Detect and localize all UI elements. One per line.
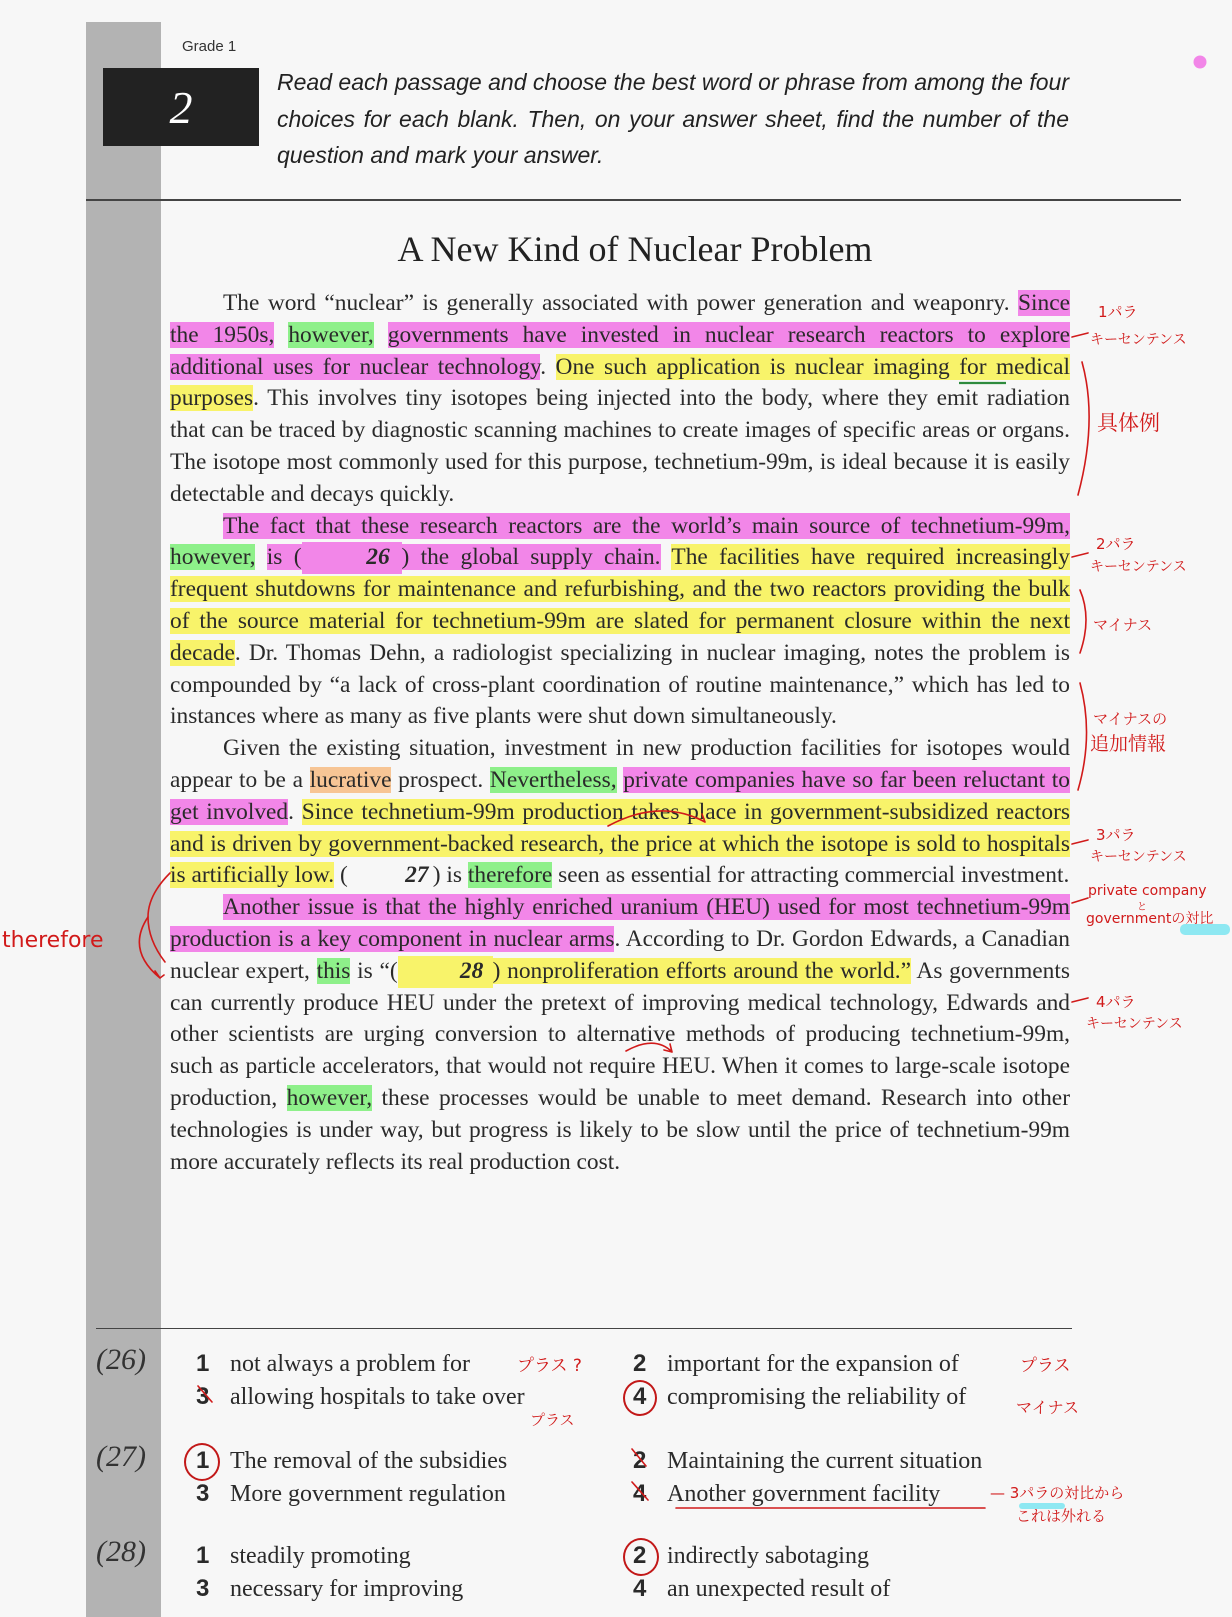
- passage-title: A New Kind of Nuclear Problem: [397, 229, 873, 269]
- option-number: 3: [196, 1480, 210, 1507]
- annotation-q27-4: これは外れる: [1016, 1507, 1107, 1525]
- highlight-quote: ) nonproliferation efforts around the world.”: [492, 957, 911, 984]
- highlight-connector: however,: [288, 321, 374, 348]
- highlight-key-sentence: Since the 1950s,: [170, 290, 1070, 348]
- blank-28: 28: [398, 956, 493, 988]
- strike-mark: [198, 1386, 212, 1402]
- pink-dot: [1194, 56, 1207, 69]
- blank-26: 26: [302, 542, 402, 574]
- option-number: 2: [633, 1447, 647, 1474]
- text-run: ) is: [432, 862, 463, 889]
- annotation-pointer: [1072, 898, 1088, 903]
- highlight-contrast: Since technetium-99m production takes place in government-subsidized reactors and is driven by government-backed research, the price at which the isotope is sold to hospitals is artificially low.: [170, 798, 1070, 889]
- highlight-key-sentence: ) the global supply chain.: [401, 544, 661, 571]
- highlight-connector: however,: [286, 1084, 373, 1111]
- annotation-key-sentence: キーセンテンス: [1086, 1016, 1183, 1032]
- text-run: The word “nuclear” is generally associated with power generation and weaponry.: [223, 290, 1010, 316]
- annotation-key-sentence: キーセンテンス: [1090, 559, 1187, 575]
- annotation-example: 具体例: [1097, 411, 1160, 435]
- highlight-key-sentence: The fact that these research reactors are the world’s main source of technetium-99m,: [223, 512, 1070, 539]
- text-run: these processes would be unable to meet demand. Research into other technologies is under way, but progress is likely to be slow until the price of technetium-99m more accurately reflects its real production cost.: [170, 1084, 1070, 1175]
- highlight-key-sentence: governments have invested in nuclear research reactors to explore additional uses for nuclear technology: [170, 321, 1070, 380]
- grade-label: Grade 1: [182, 38, 237, 55]
- option-text: compromising the reliability of: [667, 1384, 967, 1410]
- annotation-q26-3: プラス: [530, 1411, 575, 1429]
- annotation-pointer: [1072, 333, 1088, 337]
- option-text: not always a problem for: [230, 1351, 470, 1377]
- strike-mark: [632, 1482, 648, 1500]
- option-number: 3: [196, 1575, 210, 1602]
- annotation-private-company: private company: [1088, 883, 1207, 899]
- annotation-key-sentence: キーセンテンス: [1090, 849, 1187, 865]
- strike-mark: [632, 1449, 646, 1466]
- annotation-p4: 4パラ: [1096, 993, 1136, 1011]
- annotation-p2: 2パラ: [1096, 535, 1136, 553]
- annotation-bracket: [1078, 362, 1089, 495]
- text-run: prospect.: [398, 766, 484, 793]
- option-text: allowing hospitals to take over: [230, 1384, 525, 1410]
- text-run: As governments can currently produce HEU under the pretext of improving medical technology, Edwards and other scientists are urging conversion to alternative methods of producing technetium-99m, such as particle accelerators, that would not require HEU. When it comes to large-scale isotope production,: [170, 957, 1070, 1111]
- instructions: Read each passage and choose the best word or phrase from among the four choices for each blank. Then, on your answer sheet, find the number of the question and mark your answer.: [277, 69, 1069, 168]
- annotation-pointer: [1072, 553, 1088, 557]
- annotation-q26-4: マイナス: [1016, 1398, 1080, 1417]
- option-text: Maintaining the current situation: [667, 1448, 983, 1474]
- annotation-q26-1: プラス ?: [517, 1356, 582, 1376]
- option-text: an unexpected result of: [667, 1576, 891, 1602]
- highlight-connector: however,: [170, 544, 256, 571]
- text-run: (: [339, 862, 348, 889]
- annotation-q26-2: プラス: [1020, 1356, 1071, 1376]
- option-number: 4: [633, 1480, 647, 1507]
- option-number: 1: [196, 1542, 210, 1569]
- section-number-box: 2: [103, 68, 259, 146]
- annotation-key-sentence: キーセンテンス: [1090, 332, 1187, 348]
- highlight-key-sentence: Another issue is that the highly enriched uranium (HEU) used for most technetium-99m production is a key component in nuclear arms: [170, 894, 1070, 952]
- text-run: is “(: [357, 957, 398, 984]
- highlight-connector: Nevertheless,: [489, 766, 617, 793]
- text-run: Given the existing situation, investment in new production facilities for isotopes would appear to be a: [170, 735, 1070, 793]
- arrow-investment: [608, 811, 705, 826]
- option-number: 4: [633, 1575, 647, 1602]
- highlight-key-sentence: private companies have so far been reluctant to get involved: [170, 766, 1070, 825]
- annotation-bracket: [1080, 590, 1086, 653]
- option-text: The removal of the subsidies: [230, 1448, 508, 1474]
- annotation-bracket: [1078, 683, 1087, 790]
- highlight-example: One such application is nuclear imaging for medical purposes: [170, 353, 1070, 412]
- text-run: . This involves tiny isotopes being injected into the body, where they emit radiation that can be traced by diagnostic scanning machines to create images of specific areas or organs. The isotope most commonly used for this purpose, technetium-99m, is ideal because it is easily detectable and decays quickly.: [170, 385, 1070, 507]
- option-number: 3: [196, 1383, 210, 1410]
- text-run: .: [288, 798, 294, 825]
- option-text: steadily promoting: [230, 1543, 411, 1569]
- highlight-connector: this: [316, 957, 351, 984]
- blank-27: 27: [405, 862, 429, 889]
- annotation-pointer: [1072, 998, 1088, 1002]
- question-number: (26): [96, 1343, 146, 1376]
- highlight-minus: The facilities have required increasingly frequent shutdowns for maintenance and refurbishing, and the two reactors providing the bulk of the source material for technetium-99m are slated for permanent closure within the next decade: [170, 544, 1070, 666]
- option-number: 1: [196, 1350, 210, 1377]
- highlight-connector: therefore: [467, 862, 553, 889]
- text-run: . Dr. Thomas Dehn, a radiologist specializing in nuclear imaging, notes the problem is compounded by “a lack of cross-plant coordination of routine maintenance,” which has led to instances where as many as five plants were shut down simultaneously.: [170, 639, 1070, 730]
- highlight-key-sentence: is (: [266, 544, 302, 571]
- text-run: seen as essential for attracting commercial investment.: [558, 862, 1070, 889]
- text-run: . According to Dr. Gordon Edwards, a Canadian nuclear expert,: [170, 925, 1070, 984]
- annotation-minus-extra: 追加情報: [1090, 733, 1167, 755]
- option-number: 2: [633, 1350, 647, 1377]
- annotation-p1: 1パラ: [1098, 303, 1138, 321]
- annotation-p3: 3パラ: [1096, 826, 1136, 844]
- option-text: necessary for improving: [230, 1576, 464, 1602]
- annotation-q27-4: — 3パラの対比から: [990, 1484, 1125, 1502]
- annotation-minus-extra: マイナスの: [1093, 710, 1168, 728]
- option-text: More government regulation: [230, 1481, 506, 1507]
- annotation-government-contrast: governmentの対比: [1086, 911, 1214, 927]
- option-number: 1: [196, 1447, 210, 1474]
- option-text: Another government facility: [667, 1481, 941, 1507]
- annotation-pointer: [1072, 840, 1088, 844]
- annotation-therefore: therefore: [2, 928, 104, 953]
- annotation-to: と: [1137, 902, 1147, 913]
- arrow-therefore: [139, 917, 164, 978]
- highlight-lucrative: lucrative: [309, 766, 392, 793]
- option-text: important for the expansion of: [667, 1351, 959, 1377]
- text-run: .: [540, 353, 547, 380]
- option-number: 4: [633, 1383, 647, 1410]
- option-text: indirectly sabotaging: [667, 1543, 869, 1569]
- question-number: (27): [96, 1440, 146, 1473]
- annotation-minus: マイナス: [1093, 616, 1153, 634]
- arrow-this: [626, 1043, 672, 1052]
- question-number: (28): [96, 1535, 146, 1568]
- option-number: 2: [633, 1542, 647, 1569]
- annotation-bracket: [148, 873, 170, 962]
